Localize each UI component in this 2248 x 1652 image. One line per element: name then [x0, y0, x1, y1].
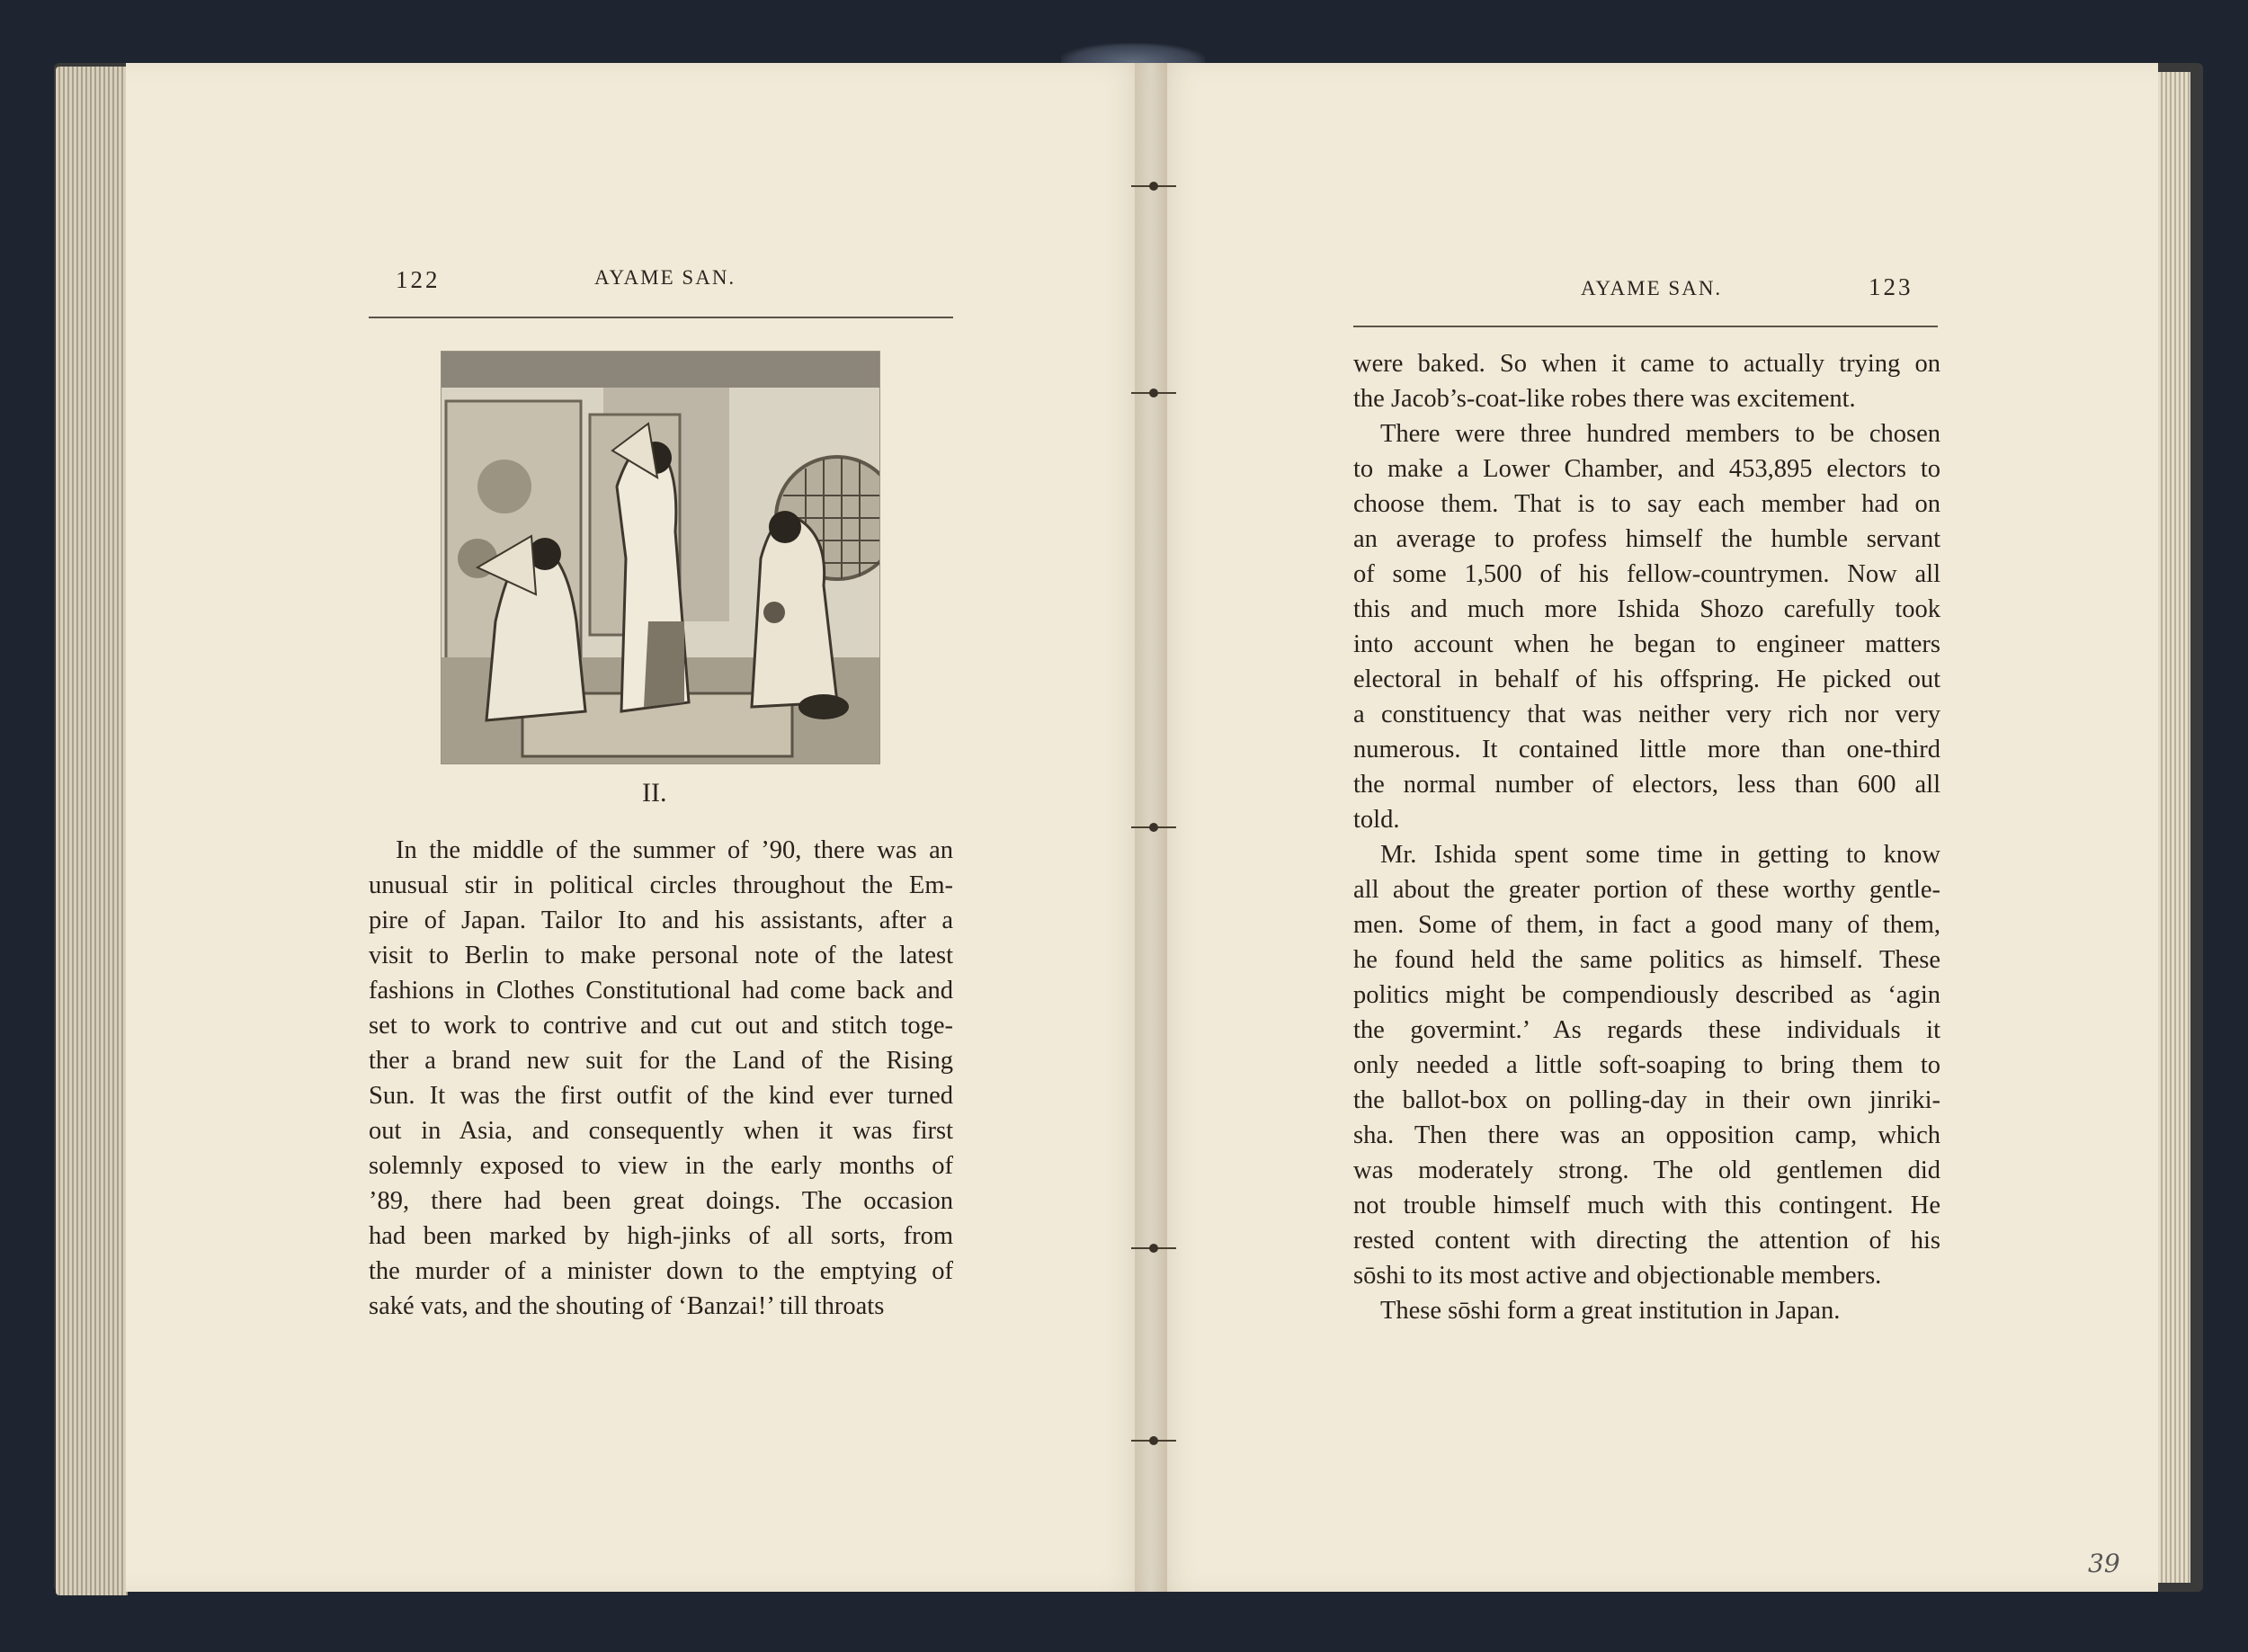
text-line: Sun. It was the first outfit of the kind ever turned — [369, 1082, 953, 1110]
binding-stitch — [1131, 388, 1176, 397]
text-line: of some 1,500 of his fellow-countrymen. Now all — [1353, 560, 1940, 588]
text-line: all about the greater portion of these worthy gentle- — [1353, 876, 1940, 904]
text-line: politics might be compendiously described as ‘agin — [1353, 981, 1940, 1009]
text-line: had been marked by high-jinks of all sorts, from — [369, 1222, 953, 1250]
text-line: out in Asia, and consequently when it was first — [369, 1117, 953, 1145]
text-line: into account when he began to engineer matters — [1353, 630, 1940, 658]
text-line: visit to Berlin to make personal note of the latest — [369, 942, 953, 969]
text-line: saké vats, and the shouting of ‘Banzai!’ till throats — [369, 1292, 885, 1320]
text-line: rested content with directing the attention of his — [1353, 1227, 1940, 1255]
text-line: There were three hundred members to be chosen — [1380, 420, 1940, 448]
plate-number: II. — [642, 778, 667, 808]
text-line: unusual stir in political circles throughout the Em- — [369, 871, 953, 899]
margin-pencil-note: 39 — [2088, 1549, 2120, 1578]
plate-illustration — [442, 352, 879, 763]
text-line: Mr. Ishida spent some time in getting to know — [1380, 841, 1940, 869]
text-line: to make a Lower Chamber, and 453,895 electors to — [1353, 455, 1940, 483]
binding-stitch — [1131, 1436, 1176, 1445]
text-line: the Jacob’s-coat-like robes there was excitement. — [1353, 385, 1856, 413]
text-line: a constituency that was neither very rich nor very — [1353, 701, 1940, 728]
text-line: ’89, there had been great doings. The occasion — [369, 1187, 953, 1215]
left-header-rule — [369, 317, 953, 318]
text-line: an average to profess himself the humble servant — [1353, 525, 1940, 553]
text-line: solemnly exposed to view in the early months of — [369, 1152, 953, 1180]
text-line: In the middle of the summer of ’90, there was an — [396, 836, 953, 864]
text-line: pire of Japan. Tailor Ito and his assistants, after a — [369, 906, 953, 934]
right-running-head: AYAME SAN. — [1581, 277, 1723, 299]
text-line: was moderately strong. The old gentlemen did — [1353, 1156, 1940, 1184]
right-header-rule — [1353, 326, 1938, 327]
text-line: were baked. So when it came to actually trying on — [1353, 350, 1940, 378]
right-page-body — [1353, 346, 1940, 1328]
text-line: he found held the same politics as himself. These — [1353, 946, 1940, 974]
text-line: the normal number of electors, less than 600 all — [1353, 771, 1940, 799]
right-page-number: 123 — [1869, 273, 1913, 300]
text-line: the govermint.’ As regards these individuals it — [1353, 1016, 1940, 1044]
left-running-head: AYAME SAN. — [594, 266, 736, 289]
binding-stitch — [1131, 823, 1176, 832]
left-page-number: 122 — [396, 266, 441, 293]
text-line: fashions in Clothes Constitutional had come back and — [369, 977, 953, 1005]
text-line: this and much more Ishida Shozo carefully took — [1353, 595, 1940, 623]
text-line: ther a brand new suit for the Land of the Rising — [369, 1047, 953, 1075]
left-page-body — [369, 833, 953, 1324]
text-line: not trouble himself much with this contingent. He — [1353, 1192, 1940, 1219]
text-line: men. Some of them, in fact a good many of them, — [1353, 911, 1940, 939]
text-line: only needed a little soft-soaping to bring them to — [1353, 1051, 1940, 1079]
text-line: sha. Then there was an opposition camp, which — [1353, 1121, 1940, 1149]
binding-stitch — [1131, 182, 1176, 191]
text-line: sōshi to its most active and objectionable members. — [1353, 1262, 1882, 1290]
text-line: electoral in behalf of his offspring. He picked out — [1353, 665, 1940, 693]
text-line: the murder of a minister down to the emptying of — [369, 1257, 953, 1285]
text-line: set to work to contrive and cut out and stitch toge- — [369, 1012, 953, 1040]
text-line: the ballot-box on polling-day in their own jinriki- — [1353, 1086, 1940, 1114]
plate-photograph — [442, 352, 879, 763]
text-line: These sōshi form a great institution in Japan. — [1380, 1297, 1841, 1325]
text-line: choose them. That is to say each member had on — [1353, 490, 1940, 518]
left-page — [126, 63, 1151, 1592]
text-line: numerous. It contained little more than one-third — [1353, 736, 1940, 763]
text-line: told. — [1353, 806, 1400, 834]
binding-stitch — [1131, 1244, 1176, 1253]
left-page-edges — [56, 67, 128, 1595]
